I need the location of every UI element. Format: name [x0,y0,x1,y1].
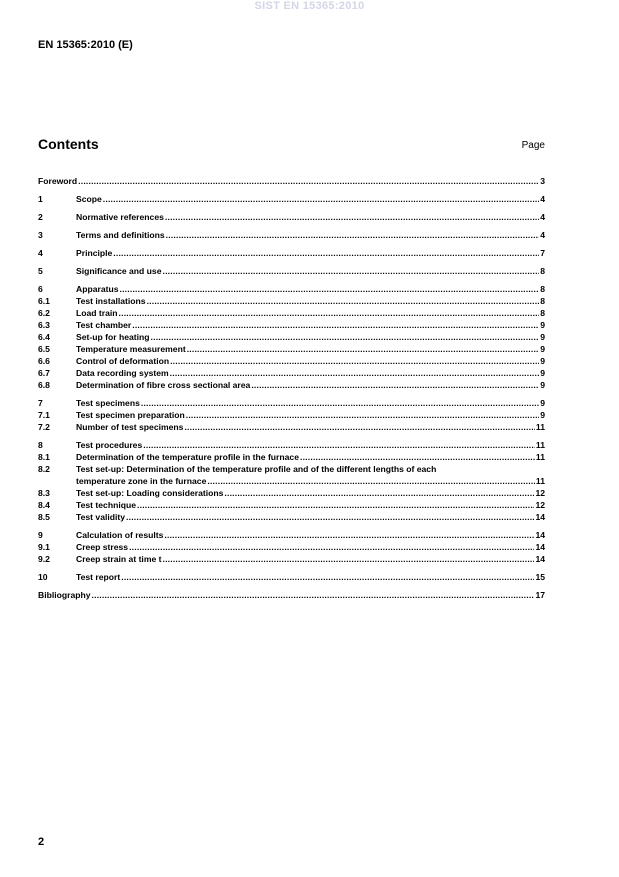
dot-leader [207,475,535,487]
toc-entry-page: 9 [540,410,545,420]
table-of-contents [38,175,545,601]
toc-entry-number: 9.1 [38,542,50,552]
dot-leader [166,229,540,241]
page-column-label: Page [521,140,545,151]
toc-entry-title: Test validity [76,512,126,522]
toc-entry-title: Set-up for heating [76,332,150,342]
dot-leader [147,295,540,307]
toc-entry-6[interactable] [38,283,545,295]
toc-entry-8-5[interactable] [38,511,545,523]
toc-entry-number: 9.2 [38,554,50,564]
toc-entry-title: Test report [76,572,121,582]
toc-entry-7[interactable] [38,397,545,409]
toc-entry-title: Normative references [76,212,164,222]
toc-entry-title: Test procedures [76,440,143,450]
toc-entry-number: 8 [38,440,43,450]
toc-entry-title: Test set-up: Loading considerations [76,488,224,498]
toc-entry-page: 15 [535,572,545,582]
toc-entry-title: Creep strain at time t [76,554,162,564]
toc-entry-title: Significance and use [76,266,162,276]
dot-leader [224,487,534,499]
dot-leader [126,511,534,523]
toc-entry-page: 11 [535,422,545,432]
toc-entry-8-1[interactable] [38,451,545,463]
contents-heading: Contents [38,136,99,152]
toc-entry-title: Test technique [76,500,137,510]
toc-entry-8-3[interactable] [38,487,545,499]
toc-entry-title: Data recording system [76,368,169,378]
toc-entry-page: 9 [540,356,545,366]
dot-leader [119,307,540,319]
toc-entry-page: 17 [535,590,545,600]
toc-entry-6-4[interactable] [38,331,545,343]
dot-leader [132,319,539,331]
dot-leader [129,541,534,553]
toc-entry-number: 6.8 [38,380,50,390]
page-number: 2 [38,836,45,848]
toc-entry-title: Load train [76,308,118,318]
dot-leader [186,409,539,421]
toc-entry-number: 8.4 [38,500,50,510]
toc-entry-6-1[interactable] [38,295,545,307]
dot-leader [162,553,534,565]
dot-leader [162,265,539,277]
toc-entry-9[interactable] [38,529,545,541]
toc-entry-page: 9 [540,380,545,390]
toc-entry-title: Determination of fibre cross sectional area [76,380,251,390]
dot-leader [184,421,534,433]
toc-entry-title: Temperature measurement [76,344,186,354]
toc-entry-title: Creep stress [76,542,129,552]
toc-entry-title: Scope [76,194,102,204]
toc-entry-number: 5 [38,266,43,276]
toc-entry-page: 9 [540,320,545,330]
toc-entry-number: 8.1 [38,452,50,462]
toc-entry-number: 6.7 [38,368,50,378]
dot-leader [300,451,535,463]
toc-entry-title: Determination of the temperature profile in the furnace [76,452,299,462]
toc-entry-page: 7 [540,248,545,258]
toc-entry-page: 14 [535,554,545,564]
dot-leader [113,247,539,259]
toc-entry-title: Test set-up: Determination of the temperature profile and of the different lengths of each [76,464,437,474]
toc-entry-number: 8.3 [38,488,50,498]
toc-entry-bibliography[interactable] [38,589,545,601]
dot-leader [170,355,539,367]
dot-leader [78,175,539,187]
toc-entry-number: 7.2 [38,422,50,432]
toc-entry-number: 4 [38,248,43,258]
toc-entry-title: Apparatus [76,284,119,294]
toc-entry-number: 8.2 [38,464,50,474]
toc-entry-number: 6.6 [38,356,50,366]
toc-entry-page: 8 [540,284,545,294]
toc-entry-number: 6.1 [38,296,50,306]
toc-entry-page: 11 [535,440,545,450]
toc-entry-6-6[interactable] [38,355,545,367]
toc-entry-title-continued: temperature zone in the furnace [76,476,207,486]
toc-entry-title: Number of test specimens [76,422,184,432]
toc-entry-title: Principle [76,248,113,258]
toc-entry-3[interactable] [38,229,545,241]
toc-entry-8-2-line2[interactable] [38,475,545,487]
toc-entry-page: 9 [540,344,545,354]
dot-leader [187,343,540,355]
toc-entry-number: 6.4 [38,332,50,342]
toc-entry-number: 6.3 [38,320,50,330]
toc-entry-number: 6.2 [38,308,50,318]
watermark: SIST EN 15365:2010 [254,0,365,12]
toc-entry-4[interactable] [38,247,545,259]
toc-entry-10[interactable] [38,571,545,583]
toc-entry-page: 14 [535,530,545,540]
dot-leader [165,211,539,223]
toc-entry-title: Test installations [76,296,146,306]
toc-entry-number: 3 [38,230,43,240]
toc-entry-number: 7.1 [38,410,50,420]
dot-leader [137,499,534,511]
toc-entry-title: Test specimen preparation [76,410,185,420]
toc-entry-9-1[interactable] [38,541,545,553]
toc-entry-6-3[interactable] [38,319,545,331]
toc-entry-1[interactable] [38,193,545,205]
toc-entry-title: Foreword [38,176,78,186]
toc-entry-page: 12 [535,500,545,510]
toc-entry-6-5[interactable] [38,343,545,355]
toc-entry-number: 8.5 [38,512,50,522]
toc-entry-page: 11 [535,452,545,462]
toc-entry-7-1[interactable] [38,409,545,421]
toc-entry-page: 8 [540,266,545,276]
dot-leader [103,193,539,205]
toc-entry-2[interactable] [38,211,545,223]
dot-leader [151,331,540,343]
toc-entry-number: 6.5 [38,344,50,354]
toc-entry-8-4[interactable] [38,499,545,511]
toc-entry-title: Calculation of results [76,530,164,540]
toc-entry-8-2-line1[interactable] [38,463,545,475]
toc-entry-page: 4 [540,212,545,222]
dot-leader [120,283,540,295]
dot-leader [251,379,539,391]
toc-entry-title: Test chamber [76,320,132,330]
toc-entry-6-7[interactable] [38,367,545,379]
dot-leader [170,367,540,379]
dot-leader [141,397,539,409]
toc-entry-7-2[interactable] [38,421,545,433]
toc-entry-6-8[interactable] [38,379,545,391]
toc-entry-page: 3 [540,176,545,186]
dot-leader [164,529,534,541]
toc-entry-page: 4 [540,230,545,240]
toc-entry-page: 8 [540,296,545,306]
toc-entry-page: 9 [540,332,545,342]
toc-entry-title: Bibliography [38,590,91,600]
toc-entry-page: 14 [535,512,545,522]
toc-entry-number: 6 [38,284,43,294]
toc-entry-number: 1 [38,194,43,204]
dot-leader [92,589,535,601]
document-id: EN 15365:2010 (E) [38,39,133,51]
toc-entry-number: 7 [38,398,43,408]
toc-entry-page: 11 [535,476,545,486]
toc-entry-title: Test specimens [76,398,140,408]
toc-entry-page: 12 [535,488,545,498]
dot-leader [121,571,534,583]
toc-entry-6-2[interactable] [38,307,545,319]
toc-entry-page: 8 [540,308,545,318]
toc-entry-title: Control of deformation [76,356,170,366]
dot-leader [143,439,535,451]
toc-entry-page: 14 [535,542,545,552]
toc-entry-title: Terms and definitions [76,230,165,240]
toc-entry-5[interactable] [38,265,545,277]
toc-entry-number: 10 [38,572,48,582]
toc-entry-9-2[interactable] [38,553,545,565]
toc-entry-page: 4 [540,194,545,204]
toc-entry-number: 2 [38,212,43,222]
toc-entry-foreword[interactable] [38,175,545,187]
toc-entry-number: 9 [38,530,43,540]
toc-entry-8[interactable] [38,439,545,451]
toc-entry-page: 9 [540,398,545,408]
toc-entry-page: 9 [540,368,545,378]
